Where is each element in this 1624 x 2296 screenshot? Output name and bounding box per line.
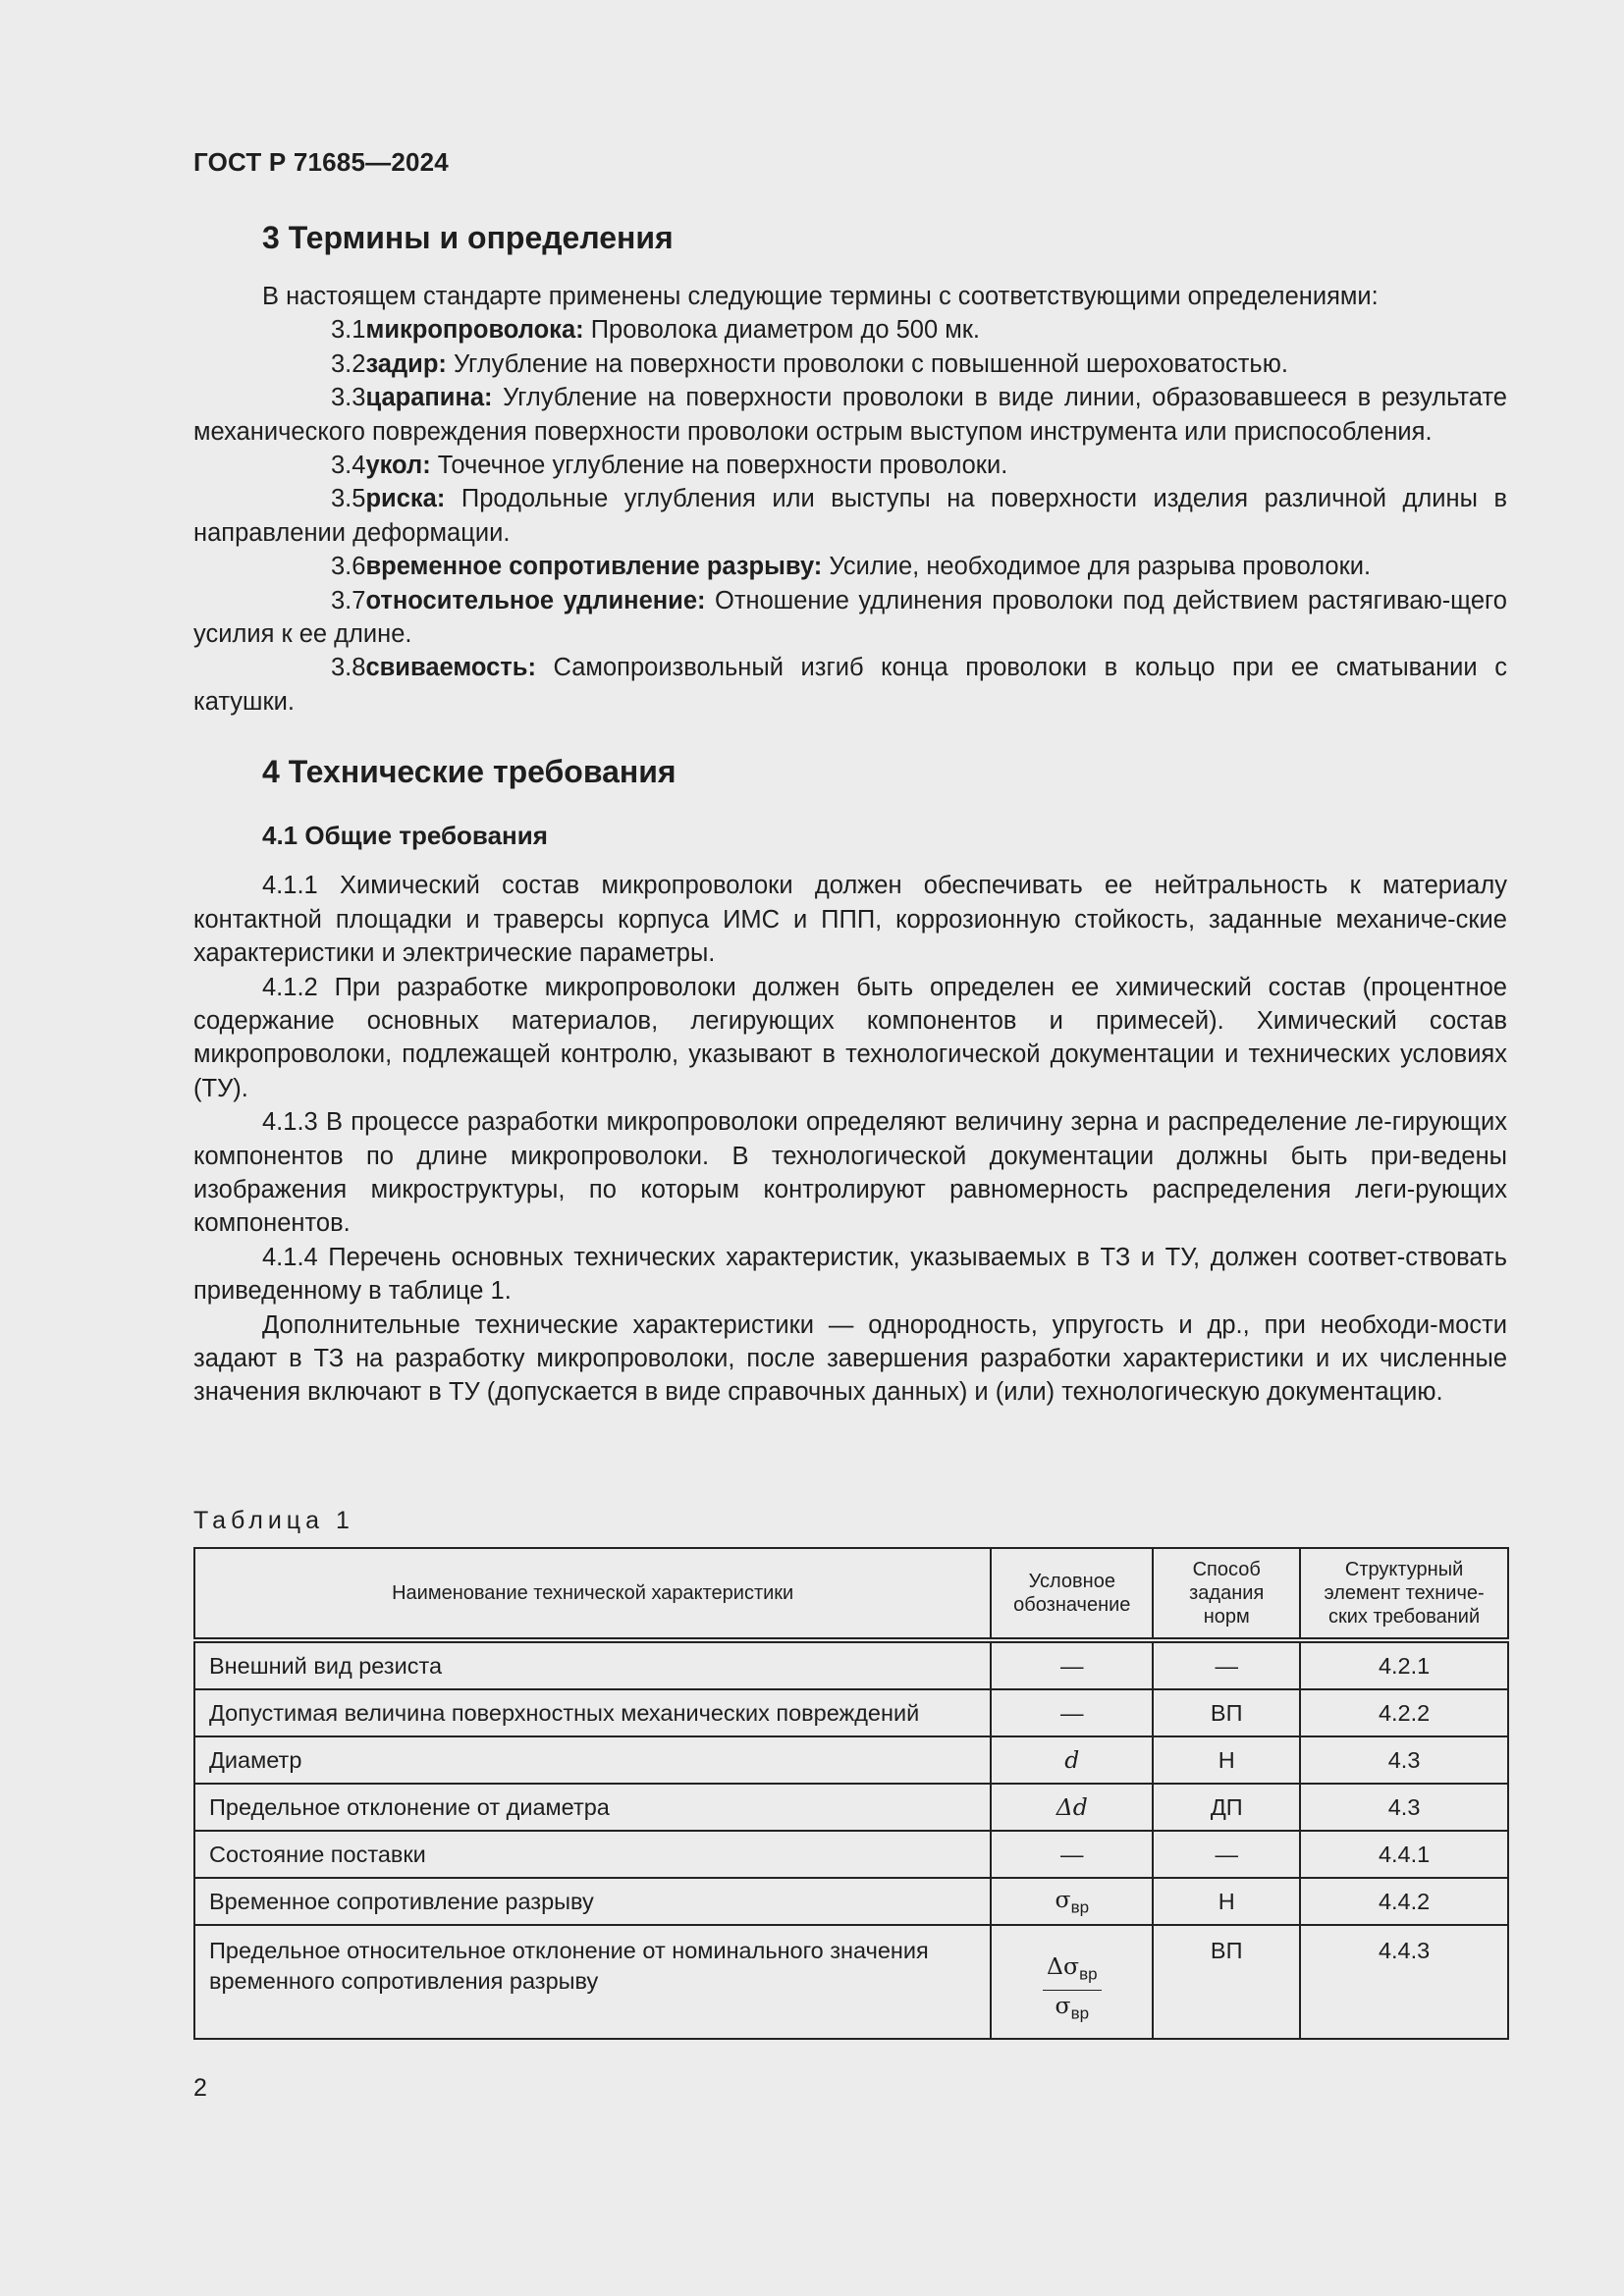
term-3-2: 3.2задир: Углубление на поверхности проволоки с повышенной шероховатостью.	[331, 349, 1288, 378]
table-row: Внешний вид резиста — — 4.2.1	[194, 1640, 1508, 1689]
section-4-1-title: 4.1 Общие требования	[262, 821, 548, 851]
table-row: Диаметр d Н 4.3	[194, 1736, 1508, 1784]
paragraph-4-1-4: 4.1.4 Перечень основных технических характеристик, указываемых в ТЗ и ТУ, должен соответ-ствовать приведенному в таблице 1.	[193, 1243, 1507, 1306]
term-3-1: 3.1микропроволока: Проволока диаметром до 500 мк.	[331, 316, 981, 345]
paragraph-4-1-1: 4.1.1 Химический состав микропроволоки должен обеспечивать ее нейтральность к материалу контактной площадки и траверсы корпуса ИМС и ППП, коррозионную стойкость, заданные механиче-ские характеристики и электрические параметры.	[193, 872, 1507, 968]
sigma-symbol: $\sigma_{вр}$	[991, 1878, 1153, 1925]
header-name: Наименование технической характеристики	[194, 1548, 991, 1640]
table-header-row	[194, 1548, 1508, 1640]
section-3-intro: В настоящем стандарте применены следующие термины с соответствующими определениями:	[262, 283, 1379, 310]
table-caption: Таблица 1	[193, 1507, 354, 1534]
section-4-title: 4 Технические требования	[262, 754, 677, 790]
document-id: ГОСТ Р 71685—2024	[193, 147, 449, 177]
header-symbol: Условное обозначение	[991, 1548, 1153, 1640]
header-method: Способ задания норм	[1153, 1548, 1300, 1640]
table-row: Состояние поставки — — 4.4.1	[194, 1831, 1508, 1878]
term-3-8: 3.8свиваемость: Самопроизвольный изгиб конца проволоки в кольцо при ее сматывании с катушки.	[193, 654, 1507, 716]
term-3-4: 3.4укол: Точечное углубление на поверхности проволоки.	[331, 452, 1008, 480]
table-row: Допустимая величина поверхностных механических повреждений — ВП 4.2.2	[194, 1689, 1508, 1736]
term-3-5: 3.5риска: Продольные углубления или выступы на поверхности изделия различной длины в направлении деформации.	[193, 485, 1508, 547]
fraction-symbol: $\frac{\Delta\sigma_{вр}}{\sigma_{вр}}$	[991, 1925, 1153, 2039]
section-3-title: 3 Термины и определения	[262, 220, 674, 255]
paragraph-4-1-2: 4.1.2 При разработке микропроволоки должен быть определен ее химический состав (процентное содержание основных материалов, легирующих компонентов и примесей). Химический состав микропроволоки, подлежащей контролю, указывают в технологической документации и технических условиях (ТУ).	[193, 973, 1507, 1102]
characteristics-table	[193, 1547, 1509, 2040]
table-row: Временное сопротивление разрыву $\sigma_{вр}$ Н 4.4.2	[194, 1878, 1508, 1925]
page-content	[193, 218, 1507, 1410]
term-3-6: 3.6временное сопротивление разрыву: Усилие, необходимое для разрыва проволоки.	[331, 553, 1372, 581]
table-row: Предельное отклонение от диаметра Δd ДП 4.3	[194, 1784, 1508, 1831]
term-3-3: 3.3царапина: Углубление на поверхности проволоки в виде линии, образовавшееся в результате механического повреждения поверхности проволоки острым выступом инструмента или приспособления.	[193, 384, 1507, 446]
page-number: 2	[193, 2074, 207, 2102]
table-row: Предельное относительное отклонение от номинального значения временного сопротивления разрыву $\frac{\Delta\sigma_{вр}}{\sigma_{вр}}$ ВП 4.4.3	[194, 1925, 1508, 2039]
term-3-7: 3.7относительное удлинение: Отношение удлинения проволоки под действием растягиваю-щего усилия к ее длине.	[193, 586, 1507, 649]
paragraph-additional: Дополнительные технические характеристики — однородность, упругость и др., при необходи-мости задают в ТЗ на разработку микропроволоки, после завершения разработки характеристики и их численные значения включают в ТУ (допускается в виде справочных данных) и (или) технологическую документацию.	[193, 1310, 1507, 1407]
paragraph-4-1-3: 4.1.3 В процессе разработки микропроволоки определяют величину зерна и распределение ле-гирующих компонентов по длине микропроволоки. В технологической документации должны быть при-ведены изображения микроструктуры, по которым контролируют равномерность распределения леги-рующих компонентов.	[193, 1108, 1507, 1238]
header-element: Структурный элемент техниче-ских требований	[1300, 1548, 1508, 1640]
